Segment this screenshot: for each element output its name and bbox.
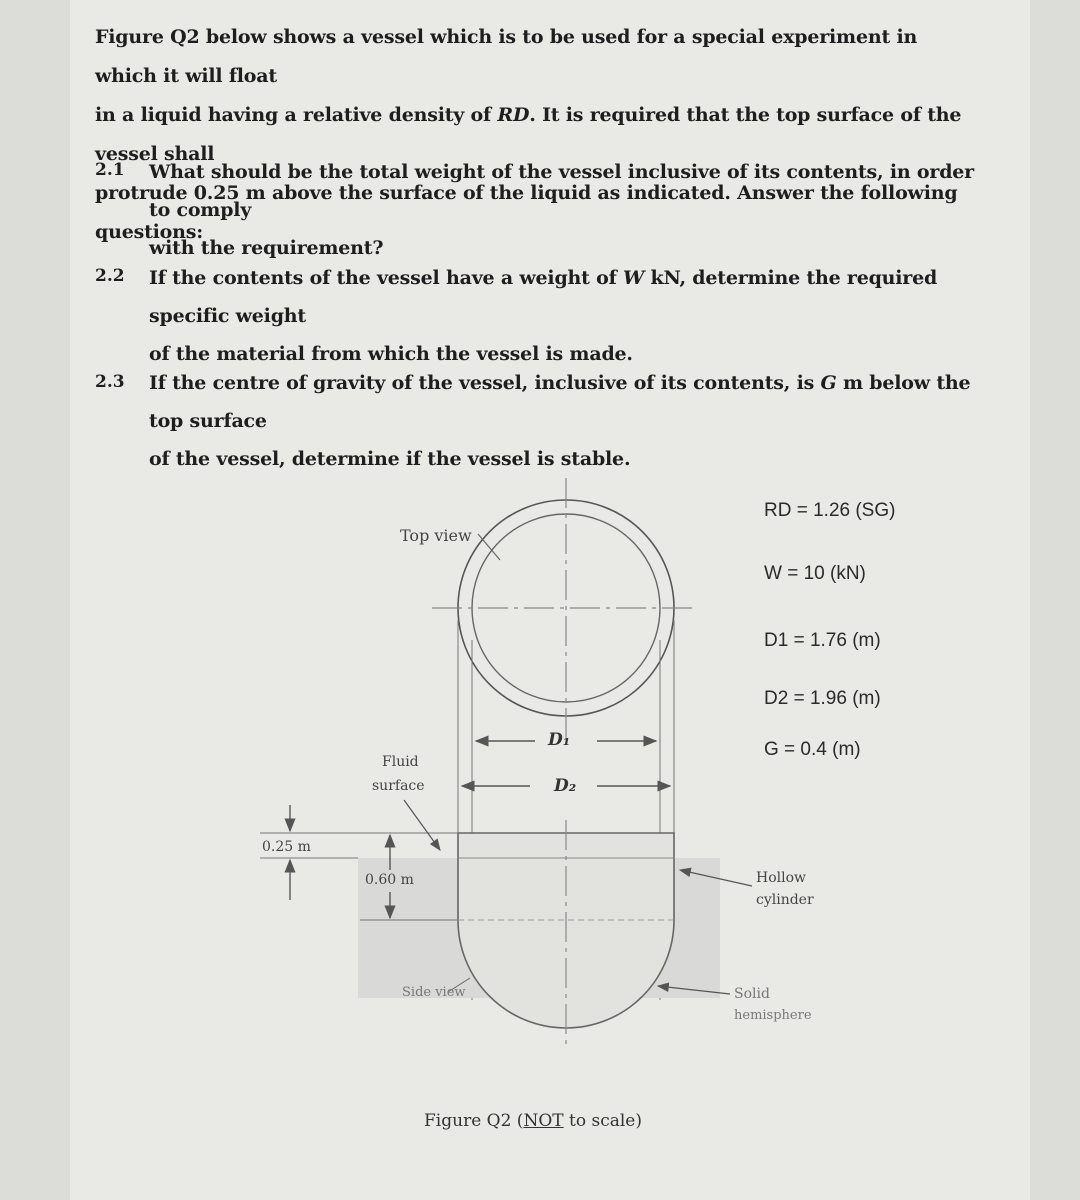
question-number-2-2: 2.2: [95, 266, 125, 286]
intro-line-2a: in a liquid having a relative density of: [95, 104, 498, 126]
dim-060-label: 0.60 m: [365, 872, 414, 888]
question-2-1-line-1: What should be the total weight of the vessel inclusive of its contents, in order to comply: [149, 161, 974, 221]
q23-g-symbol: G: [820, 372, 837, 394]
param-rd: RD = 1.26 (SG): [764, 500, 896, 521]
caption-part-c: to scale): [563, 1111, 642, 1131]
intro-line-3: protrude 0.25 m above the surface of the liquid as indicated. Answer the following questions:: [95, 182, 958, 243]
intro-line-1: Figure Q2 below shows a vessel which is to be used for a special experiment in which it will float: [95, 26, 918, 87]
q22-text-c: kN, determine the required specific weight: [149, 267, 938, 327]
d2-label: D₂: [554, 776, 577, 796]
param-w: W = 10 (kN): [764, 563, 866, 584]
param-d2: D2 = 1.96 (m): [764, 688, 881, 709]
side-view-label: Side view: [402, 985, 466, 1000]
solid-hemisphere-label-1: Solid: [734, 986, 770, 1002]
param-g: G = 0.4 (m): [764, 739, 861, 760]
hollow-cylinder-label-1: Hollow: [756, 870, 807, 886]
question-2-3-line-2: of the vessel, determine if the vessel is stable.: [149, 448, 631, 470]
q23-text-c: m below the top surface: [149, 372, 971, 432]
fluid-surface-label-1: Fluid: [382, 754, 419, 770]
fluid-surface-leader: [404, 800, 440, 850]
q22-text-a: If the contents of the vessel have a weight of: [149, 267, 623, 289]
question-2-1-line-2: with the requirement?: [149, 237, 384, 259]
fluid-surface-label-2: surface: [372, 778, 425, 794]
question-number-2-1: 2.1: [95, 160, 125, 180]
top-view-label: Top view: [400, 526, 472, 545]
solid-hemisphere-label-2: hemisphere: [734, 1008, 812, 1023]
q23-text-a: If the centre of gravity of the vessel, inclusive of its contents, is: [149, 372, 821, 394]
hollow-cylinder-label-2: cylinder: [756, 892, 814, 908]
caption-part-a: Figure Q2 (: [424, 1111, 524, 1131]
param-d1: D1 = 1.76 (m): [764, 630, 881, 651]
question-number-2-3: 2.3: [95, 372, 125, 392]
intro-rd-symbol: RD: [497, 104, 530, 126]
caption-not: NOT: [523, 1111, 564, 1131]
figure-caption: [424, 1111, 642, 1131]
intro-line-2c: . It is required that the top surface of the vessel shall: [95, 104, 962, 165]
question-2-2-line-2: of the material from which the vessel is made.: [149, 343, 633, 365]
d1-label: D₁: [548, 730, 571, 750]
top-view-leader: [478, 534, 500, 560]
dim-025-label: 0.25 m: [262, 839, 311, 855]
q22-w-symbol: W: [623, 267, 645, 289]
